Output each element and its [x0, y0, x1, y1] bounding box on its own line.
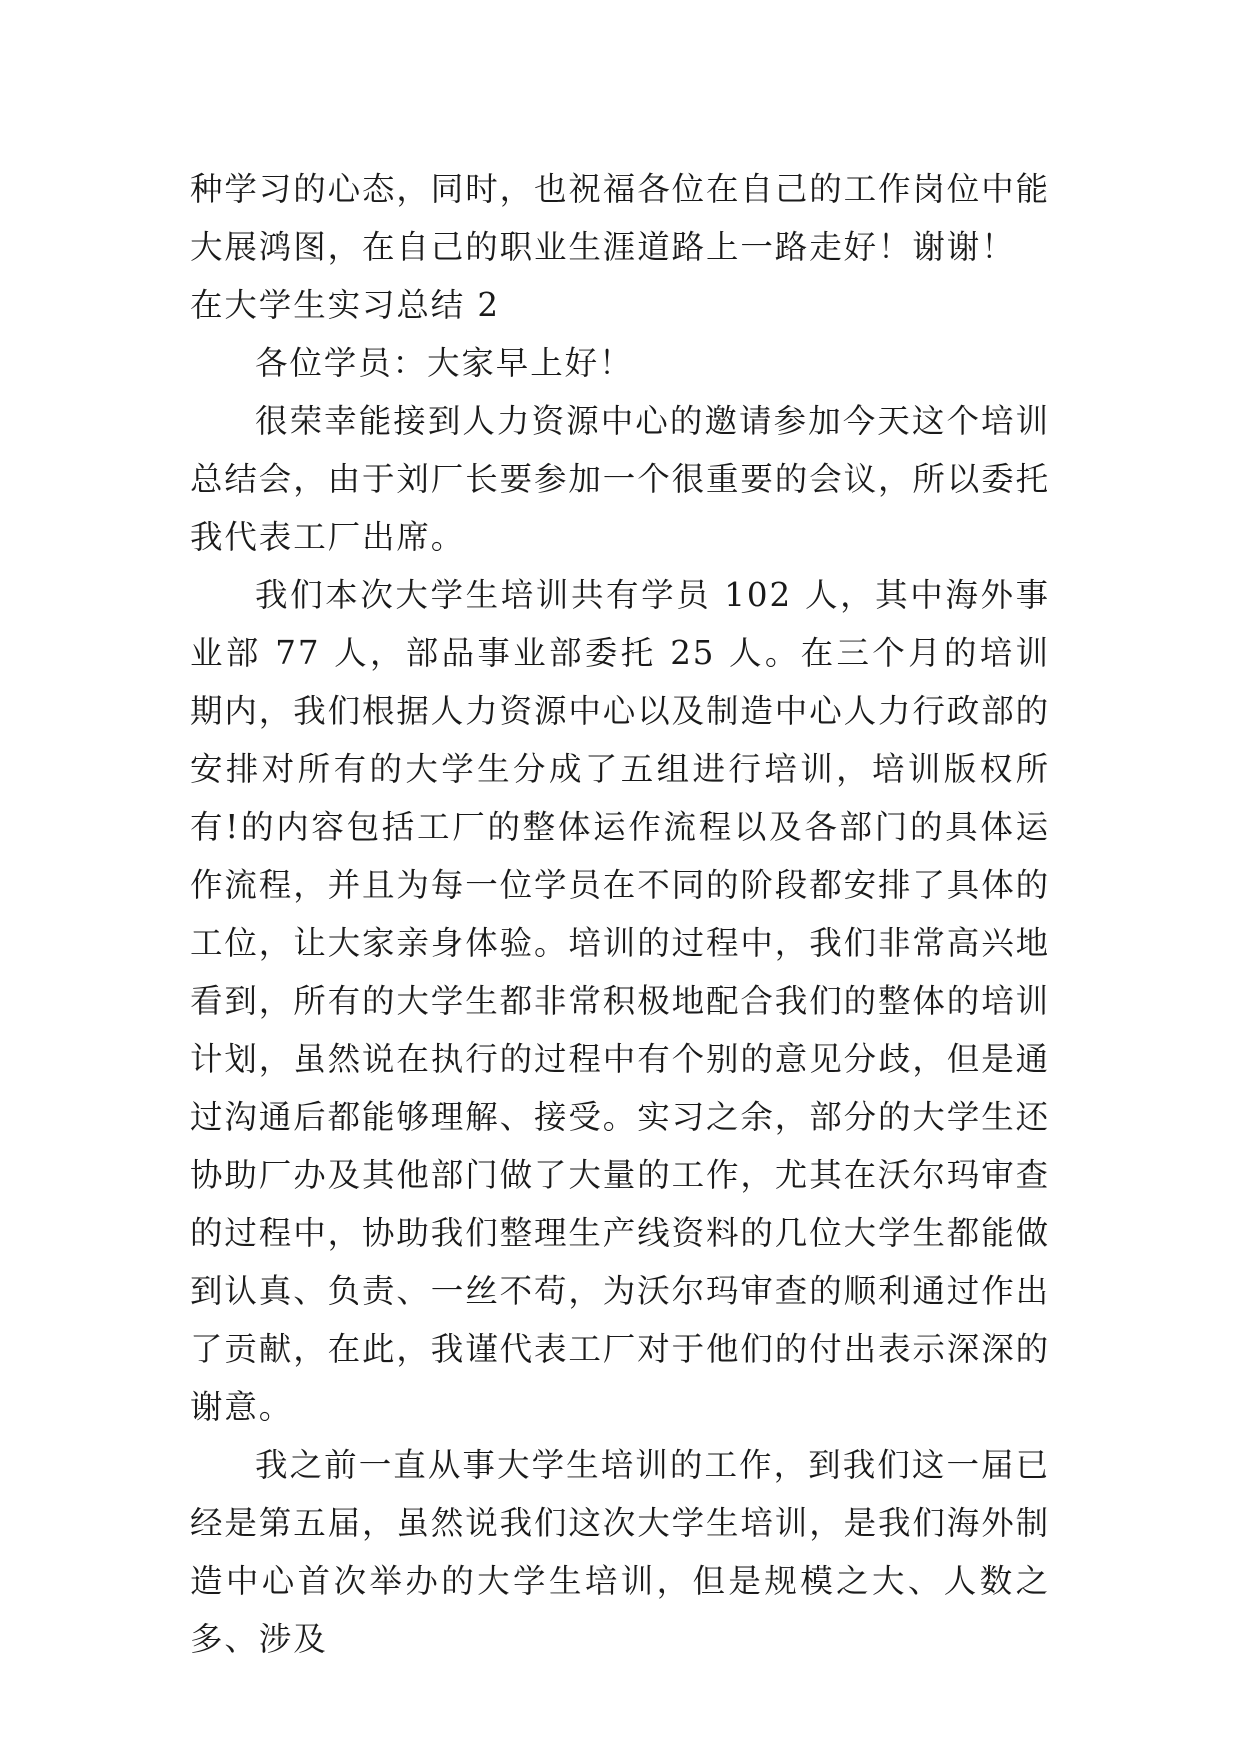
document-body	[190, 160, 1050, 1668]
paragraph-greeting: 各位学员：大家早上好！	[255, 344, 634, 382]
paragraph-continuation: 种学习的心态，同时，也祝福各位在自己的工作岗位中能大展鸿图，在自己的职业生涯道路上一路走好！谢谢！	[190, 170, 1051, 266]
paragraph-intro: 很荣幸能接到人力资源中心的邀请参加今天这个培训总结会，由于刘厂长要参加一个很重要的会议，所以委托我代表工厂出席。	[190, 402, 1051, 556]
paragraph-experience: 我之前一直从事大学生培训的工作，到我们这一届已经是第五届，虽然说我们这次大学生培训，是我们海外制造中心首次举办的大学生培训，但是规模之大、人数之多、涉及	[190, 1446, 1051, 1658]
section-heading: 在大学生实习总结 2	[190, 286, 501, 324]
paragraph-training-summary: 我们本次大学生培训共有学员 102 人，其中海外事业部 77 人，部品事业部委托 25 人。在三个月的培训期内，我们根据人力资源中心以及制造中心人力行政部的安排对所有的大学生分成了五组进行培训，培训版权所有!的内容包括工厂的整体运作流程以及各部门的具体运作流程，并且为每一位学员在不同的阶段都安排了具体的工位，让大家亲身体验。培训的过程中，我们非常高兴地看到，所有的大学生都非常积极地配合我们的整体的培训计划，虽然说在执行的过程中有个别的意见分歧，但是通过沟通后都能够理解、接受。实习之余，部分的大学生还协助厂办及其他部门做了大量的工作，尤其在沃尔玛审查的过程中，协助我们整理生产线资料的几位大学生都能做到认真、负责、一丝不苟，为沃尔玛审查的顺利通过作出了贡献，在此，我谨代表工厂对于他们的付出表示深深的谢意。	[190, 576, 1051, 1426]
